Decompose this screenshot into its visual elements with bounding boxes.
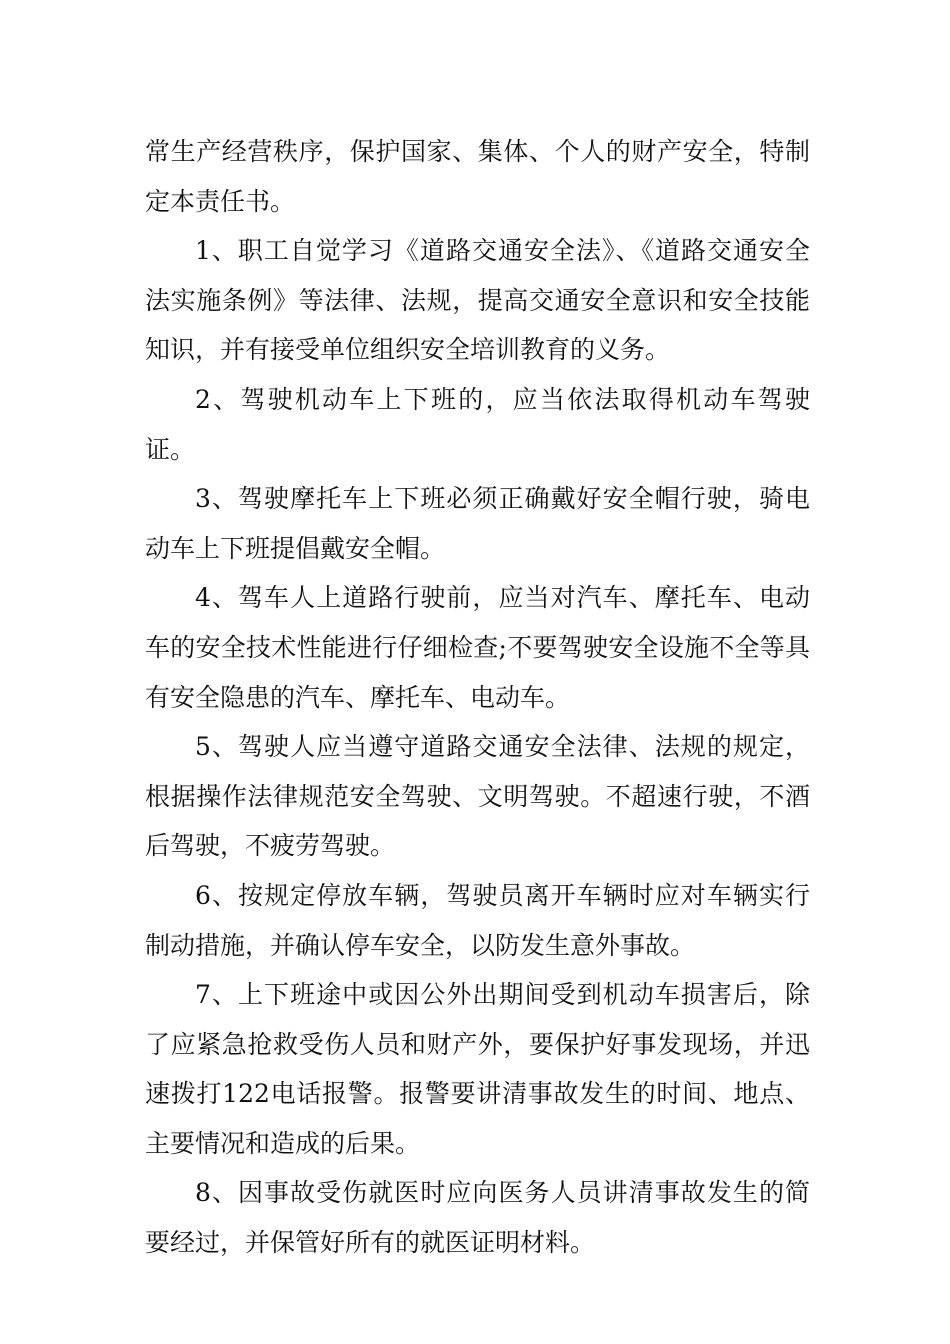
document-body [145, 127, 810, 1268]
paragraph-item-8: 8、因事故受伤就医时应向医务人员讲清事故发生的简要经过，并保管好所有的就医证明材料。 [145, 1178, 810, 1258]
paragraph-item-5: 5、驾驶人应当遵守道路交通安全法律、法规的规定，根据操作法律规范安全驾驶、文明驾驶。不超速行驶，不酒后驾驶，不疲劳驾驶。 [145, 732, 810, 861]
paragraph-item-6: 6、按规定停放车辆，驾驶员离开车辆时应对车辆实行制动措施，并确认停车安全，以防发生意外事故。 [145, 880, 810, 960]
paragraph-item-7: 7、上下班途中或因公外出期间受到机动车损害后，除了应紧急抢救受伤人员和财产外，要保护好事发现场，并迅速拨打122电话报警。报警要讲清事故发生的时间、地点、主要情况和造成的后果。 [145, 980, 810, 1158]
paragraph-item-1: 1、职工自觉学习《道路交通安全法》、《道路交通安全法实施条例》等法律、法规，提高交通安全意识和安全技能知识，并有接受单位组织安全培训教育的义务。 [145, 236, 810, 365]
paragraph-continuation: 常生产经营秩序，保护国家、集体、个人的财产安全，特制定本责任书。 [145, 137, 810, 216]
paragraph-item-4: 4、驾车人上道路行驶前，应当对汽车、摩托车、电动车的安全技术性能进行仔细检查;不要驾驶安全设施不全等具有安全隐患的汽车、摩托车、电动车。 [145, 583, 810, 712]
paragraph-item-2: 2、驾驶机动车上下班的，应当依法取得机动车驾驶证。 [145, 384, 810, 464]
paragraph-item-3: 3、驾驶摩托车上下班必须正确戴好安全帽行驶，骑电动车上下班提倡戴安全帽。 [145, 484, 810, 563]
